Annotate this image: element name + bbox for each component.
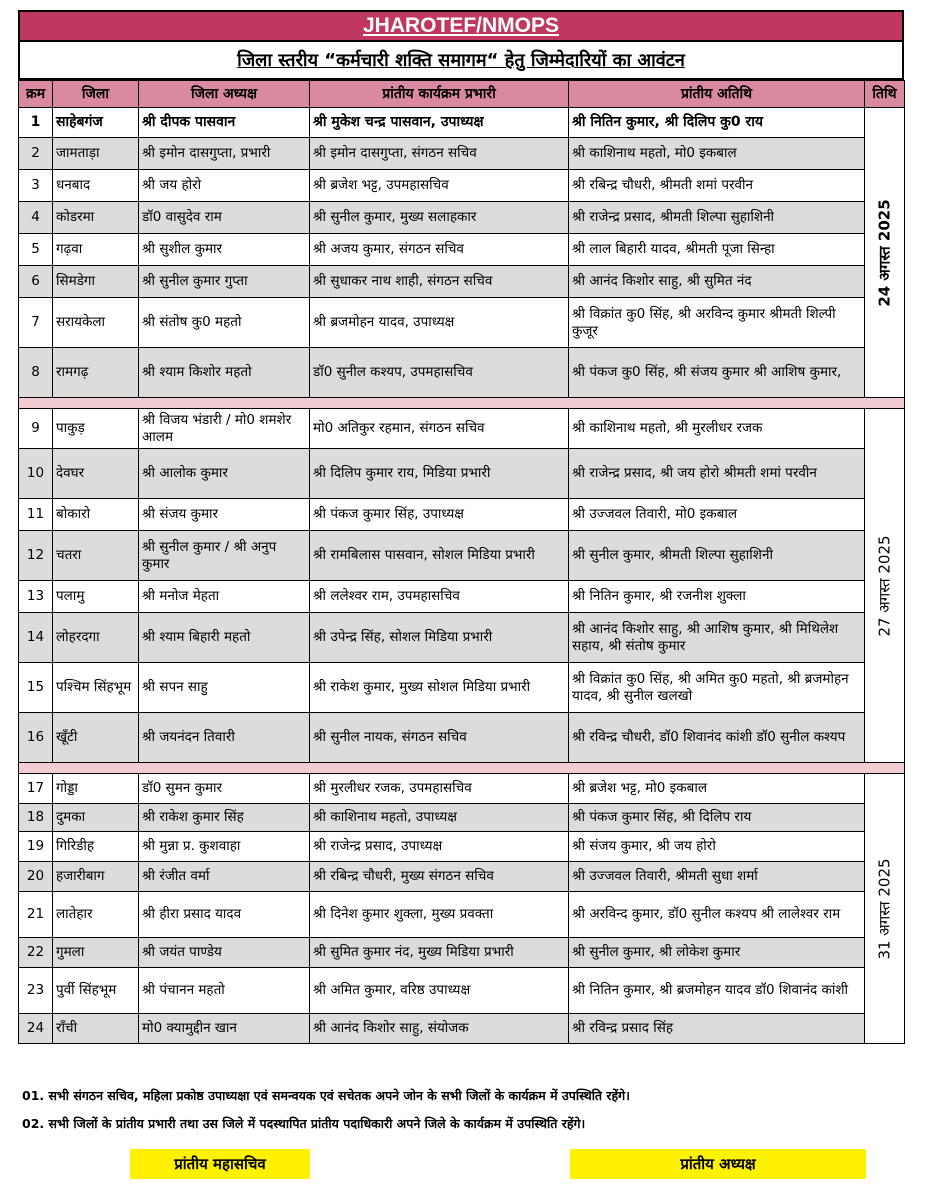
serial-cell: 21 [19,892,53,938]
incharge-cell: श्री रामबिलास पासवान, सोशल मिडिया प्रभारी [310,531,569,581]
table-row [19,449,905,499]
district-cell: बोकारो [53,499,139,531]
district-cell: देवघर [53,449,139,499]
president-cell: मो0 क्यामुद्दीन खान [139,1014,310,1044]
guest-cell: श्री विक्रांत कु0 सिंह, श्री अमित कु0 महतो, श्री ब्रजमोहन यादव, श्री सुनील खलखो [569,663,865,713]
incharge-cell: श्री ब्रजेश भट्ट, उपमहासचिव [310,170,569,202]
table-row [19,348,905,398]
table-row [19,234,905,266]
serial-cell: 15 [19,663,53,713]
date-cell [865,108,905,398]
allocation-table [18,80,905,1044]
col-header-guest: प्रांतीय अतिथि [569,81,865,108]
president-cell: श्री पंचानन महतो [139,968,310,1014]
president-cell: श्री मनोज मेहता [139,581,310,613]
table-row [19,138,905,170]
serial-cell: 5 [19,234,53,266]
guest-cell: श्री रविन्द्र प्रसाद सिंह [569,1014,865,1044]
president-cell: श्री श्याम बिहारी महतो [139,613,310,663]
table-row [19,108,905,138]
col-header-incharge: प्रांतीय कार्यक्रम प्रभारी [310,81,569,108]
guest-cell: श्री विक्रांत कु0 सिंह, श्री अरविन्द कुमार श्रीमती शिल्पी कुजूर [569,298,865,348]
incharge-cell: श्री राकेश कुमार, मुख्य सोशल मिडिया प्रभारी [310,663,569,713]
incharge-cell: श्री सुनील कुमार, मुख्य सलाहकार [310,202,569,234]
guest-cell: श्री काशिनाथ महतो, श्री मुरलीधर रजक [569,409,865,449]
president-cell: श्री संतोष कु0 महतो [139,298,310,348]
table-row [19,613,905,663]
table-row [19,774,905,804]
president-cell: श्री हीरा प्रसाद यादव [139,892,310,938]
table-body [19,108,905,1044]
guest-cell: श्री नितिन कुमार, श्री ब्रजमोहन यादव डॉ0 शिवानंद कांशी [569,968,865,1014]
president-cell: श्री सपन साहु [139,663,310,713]
incharge-cell: श्री अमित कुमार, वरिष्ठ उपाध्यक्ष [310,968,569,1014]
guest-cell: श्री राजेन्द्र प्रसाद, श्री जय होरो श्रीमती शमां परवीन [569,449,865,499]
district-cell: जामताड़ा [53,138,139,170]
col-header-district: जिला [53,81,139,108]
guest-cell: श्री आनंद किशोर साहु, श्री आशिष कुमार, श्री मिथिलेश सहाय, श्री संतोष कुमार [569,613,865,663]
serial-cell: 19 [19,832,53,862]
table-row [19,499,905,531]
district-cell: चतरा [53,531,139,581]
president-cell: श्री सुनील कुमार / श्री अनुप कुमार [139,531,310,581]
date-cell [865,774,905,1044]
incharge-cell: श्री राजेन्द्र प्रसाद, उपाध्यक्ष [310,832,569,862]
table-row [19,938,905,968]
district-cell: हजारीबाग [53,862,139,892]
president-cell: श्री सुनील कुमार गुप्ता [139,266,310,298]
guest-cell: श्री सुनील कुमार, श्रीमती शिल्पा सुहाशिनी [569,531,865,581]
col-header-date: तिथि [865,81,905,108]
table-row [19,409,905,449]
serial-cell: 13 [19,581,53,613]
district-cell: रामगढ़ [53,348,139,398]
col-header-sr: क्रम [19,81,53,108]
district-cell: धनबाद [53,170,139,202]
guest-cell: श्री उज्जवल तिवारी, मो0 इकबाल [569,499,865,531]
district-cell: सरायकेला [53,298,139,348]
guest-cell: श्री नितिन कुमार, श्री रजनीश शुक्ला [569,581,865,613]
table-row [19,804,905,832]
president-cell: श्री जयनंदन तिवारी [139,713,310,763]
incharge-cell: श्री काशिनाथ महतो, उपाध्यक्ष [310,804,569,832]
district-cell: पुर्वी सिंहभूम [53,968,139,1014]
president-cell: डॉ0 सुमन कुमार [139,774,310,804]
date-label: 31 अगस्त 2025 [875,857,893,960]
serial-cell: 14 [19,613,53,663]
president-cell: श्री सुशील कुमार [139,234,310,266]
serial-cell: 10 [19,449,53,499]
district-cell: साहेबगंज [53,108,139,138]
incharge-cell: मो0 अतिकुर रहमान, संगठन सचिव [310,409,569,449]
district-cell: गढ़वा [53,234,139,266]
president-cell: श्री जयंत पाण्डेय [139,938,310,968]
incharge-cell: श्री सुनील नायक, संगठन सचिव [310,713,569,763]
serial-cell: 12 [19,531,53,581]
serial-cell: 23 [19,968,53,1014]
serial-cell: 3 [19,170,53,202]
serial-cell: 2 [19,138,53,170]
president-cell: डॉ0 वासुदेव राम [139,202,310,234]
document-title: जिला स्तरीय “कर्मचारी शक्ति समागम“ हेतु जिम्मेदारियों का आवंटन [18,42,904,80]
table-row [19,298,905,348]
group-separator [19,398,905,409]
serial-cell: 24 [19,1014,53,1044]
table-row [19,170,905,202]
serial-cell: 22 [19,938,53,968]
note-1: 01. सभी संगठन सचिव, महिला प्रकोष्ठ उपाध्यक्षा एवं समन्वयक एवं सचेतक अपने जोन के सभी जिलों के कार्यक्रम में उपस्थिति रहेंगे। [22,1088,630,1103]
president-cell: श्री राकेश कुमार सिंह [139,804,310,832]
district-cell: पाकुड़ [53,409,139,449]
incharge-cell: श्री सुमित कुमार नंद, मुख्य मिडिया प्रभारी [310,938,569,968]
date-label: 27 अगस्त 2025 [875,534,893,637]
incharge-cell: श्री ब्रजमोहन यादव, उपाध्यक्ष [310,298,569,348]
incharge-cell: श्री दिनेश कुमार शुक्ला, मुख्य प्रवक्ता [310,892,569,938]
guest-cell: श्री उज्जवल तिवारी, श्रीमती सुधा शर्मा [569,862,865,892]
guest-cell: श्री संजय कुमार, श्री जय होरो [569,832,865,862]
serial-cell: 7 [19,298,53,348]
incharge-cell: श्री रबिन्द्र चौधरी, मुख्य संगठन सचिव [310,862,569,892]
table-row [19,266,905,298]
president-cell: श्री दीपक पासवान [139,108,310,138]
serial-cell: 6 [19,266,53,298]
date-cell [865,409,905,763]
guest-cell: श्री लाल बिहारी यादव, श्रीमती पूजा सिन्हा [569,234,865,266]
incharge-cell: श्री पंकज कुमार सिंह, उपाध्यक्ष [310,499,569,531]
table-row [19,713,905,763]
president-cell: श्री विजय भंडारी / मो0 शमशेर आलम [139,409,310,449]
date-label: 24 अगस्त 2025 [875,198,893,307]
district-cell: लोहरदगा [53,613,139,663]
serial-cell: 9 [19,409,53,449]
serial-cell: 11 [19,499,53,531]
incharge-cell: श्री ललेश्वर राम, उपमहासचिव [310,581,569,613]
signature-president: प्रांतीय अध्यक्ष [570,1149,866,1179]
guest-cell: श्री अरविन्द कुमार, डॉ0 सुनील कश्यप श्री लालेश्वर राम [569,892,865,938]
guest-cell: श्री नितिन कुमार, श्री दिलिप कु0 राय [569,108,865,138]
group-separator [19,763,905,774]
table-row [19,832,905,862]
president-cell: श्री श्याम किशोर महतो [139,348,310,398]
district-cell: राँची [53,1014,139,1044]
table-row [19,968,905,1014]
table-row [19,862,905,892]
district-cell: गुमला [53,938,139,968]
table-row [19,202,905,234]
district-cell: खूँटी [53,713,139,763]
district-cell: पलामु [53,581,139,613]
district-cell: सिमडेगा [53,266,139,298]
district-cell: गोड्डा [53,774,139,804]
table-row [19,1014,905,1044]
guest-cell: श्री रविन्द्र चौधरी, डॉ0 शिवानंद कांशी डॉ0 सुनील कश्यप [569,713,865,763]
note-2: 02. सभी जिलों के प्रांतीय प्रभारी तथा उस जिले में पदस्थापित प्रांतीय पदाधिकारी अपने जिले के कार्यक्रम में उपस्थिति रहेंगे। [22,1116,586,1131]
serial-cell: 17 [19,774,53,804]
president-cell: श्री आलोक कुमार [139,449,310,499]
president-cell: श्री मुन्ना प्र. कुशवाहा [139,832,310,862]
signature-general-secretary: प्रांतीय महासचिव [130,1149,310,1179]
president-cell: श्री इमोन दासगुप्ता, प्रभारी [139,138,310,170]
president-cell: श्री रंजीत वर्मा [139,862,310,892]
serial-cell: 1 [19,108,53,138]
table-row [19,531,905,581]
guest-cell: श्री रबिन्द्र चौधरी, श्रीमती शमां परवीन [569,170,865,202]
district-cell: लातेहार [53,892,139,938]
guest-cell: श्री राजेन्द्र प्रसाद, श्रीमती शिल्पा सुहाशिनी [569,202,865,234]
guest-cell: श्री पंकज कुमार सिंह, श्री दिलिप राय [569,804,865,832]
district-cell: दुमका [53,804,139,832]
notes-section [22,1082,912,1138]
guest-cell: श्री सुनील कुमार, श्री लोकेश कुमार [569,938,865,968]
serial-cell: 8 [19,348,53,398]
table-header-row [19,81,905,108]
incharge-cell: श्री दिलिप कुमार राय, मिडिया प्रभारी [310,449,569,499]
incharge-cell: श्री सुधाकर नाथ शाही, संगठन सचिव [310,266,569,298]
serial-cell: 20 [19,862,53,892]
incharge-cell: श्री मुरलीधर रजक, उपमहासचिव [310,774,569,804]
table-row [19,892,905,938]
guest-cell: श्री आनंद किशोर साहु, श्री सुमित नंद [569,266,865,298]
incharge-cell: श्री मुकेश चन्द्र पासवान, उपाध्यक्ष [310,108,569,138]
allocation-sheet [18,10,904,1044]
president-cell: श्री संजय कुमार [139,499,310,531]
incharge-cell: श्री इमोन दासगुप्ता, संगठन सचिव [310,138,569,170]
incharge-cell: श्री अजय कुमार, संगठन सचिव [310,234,569,266]
col-header-president: जिला अध्यक्ष [139,81,310,108]
guest-cell: श्री ब्रजेश भट्ट, मो0 इकबाल [569,774,865,804]
district-cell: गिरिडीह [53,832,139,862]
incharge-cell: डॉ0 सुनील कश्यप, उपमहासचिव [310,348,569,398]
serial-cell: 4 [19,202,53,234]
guest-cell: श्री काशिनाथ महतो, मो0 इकबाल [569,138,865,170]
district-cell: कोडरमा [53,202,139,234]
serial-cell: 18 [19,804,53,832]
org-banner: JHAROTEF/NMOPS [18,10,904,42]
president-cell: श्री जय होरो [139,170,310,202]
table-row [19,581,905,613]
incharge-cell: श्री उपेन्द्र सिंह, सोशल मिडिया प्रभारी [310,613,569,663]
incharge-cell: श्री आनंद किशोर साहु, संयोजक [310,1014,569,1044]
district-cell: पश्चिम सिंहभूम [53,663,139,713]
serial-cell: 16 [19,713,53,763]
guest-cell: श्री पंकज कु0 सिंह, श्री संजय कुमार श्री आशिष कुमार, [569,348,865,398]
table-row [19,663,905,713]
